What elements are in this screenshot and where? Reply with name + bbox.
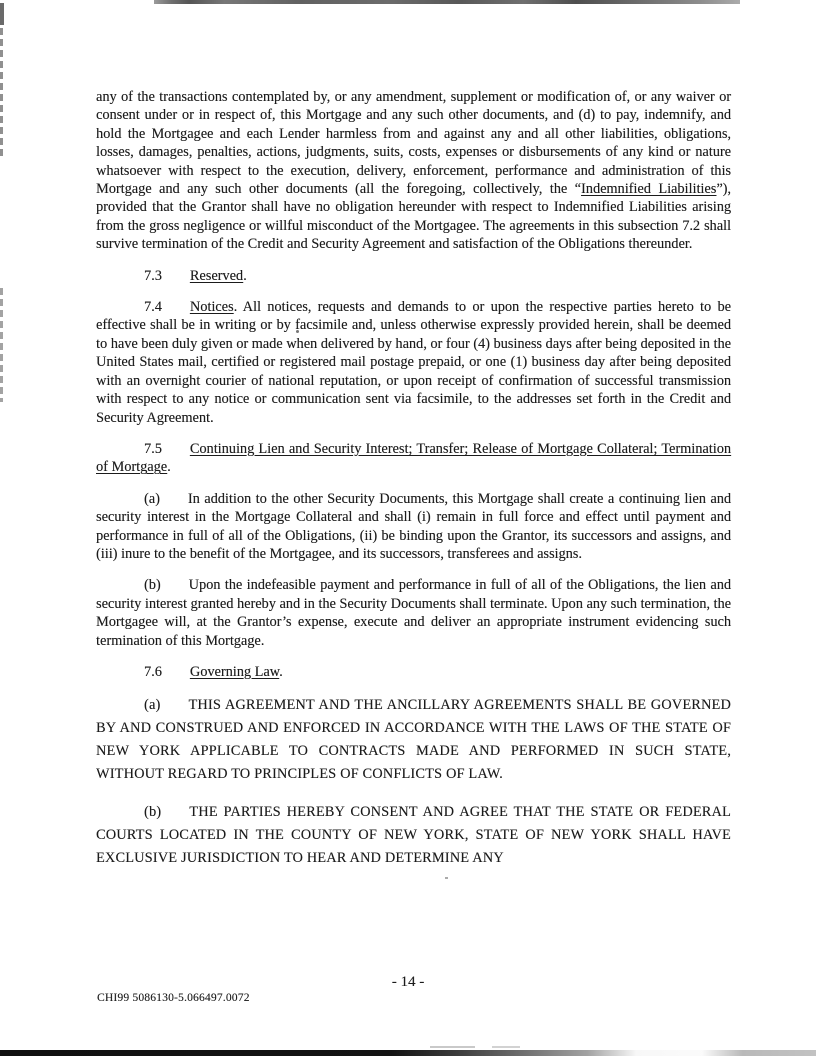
scan-artifact-top-edge	[154, 0, 740, 4]
document-body	[96, 88, 731, 885]
text-run: (a)	[144, 697, 161, 714]
text-run: . All notices, requests and demands to or upon the respective parties hereto to be effective shall be in writing or by facsimile and, unless otherwise expressly provided herein, shall be deemed to have been duly given or made when delivered by hand, or four (4) business days after being deposited in the United States mail, certified or registered mail postage prepaid, or one (1) business day after being deposited with an overnight courier of national reputation, or upon receipt of confirmation of successful transmission with respect to any notice or communication sent via facsimile, to the addresses set forth in the Credit and Security Agreement.	[96, 299, 731, 426]
text-run: Upon the indefeasible payment and performance in full of all of the Obligations, the lien and security interest granted hereby and in the Security Documents shall terminate. Upon any such termination, the Mortgagee will, at the Grantor’s expense, execute and deliver an appropriate instrument evidencing such termination of this Mortgage.	[96, 577, 731, 649]
para-7-6-a	[96, 694, 731, 786]
text-run: (b)	[144, 577, 161, 594]
page-number: - 14 -	[391, 974, 425, 990]
heading-7-6-governing-law	[96, 663, 731, 681]
text-run: ”), provided that the Grantor shall have no obligation hereunder with respect to Indemnified Liabilities arising from the gross negligence or willful misconduct of the Mortgagee. The agreements in this subsection 7.2 shall survive termination of the Credit and Security Agreement and satisfaction of the Obligations thereunder.	[96, 181, 731, 253]
para-7-4-notices	[96, 298, 731, 427]
para-7-5-a	[96, 490, 731, 564]
heading-7-3-reserved	[96, 267, 731, 285]
text-run: .	[243, 267, 247, 284]
para-7-5-b	[96, 576, 731, 650]
text-run: THIS AGREEMENT AND THE ANCILLARY AGREEMENTS SHALL BE GOVERNED BY AND CONSTRUED AND ENFORCED IN ACCORDANCE WITH THE LAWS OF THE STATE OF NEW YORK APPLICABLE TO CONTRACTS MADE AND PERFORMED IN SUCH STATE, WITHOUT REGARD TO PRINCIPLES OF CONFLICTS OF LAW.	[96, 697, 731, 783]
underlined-text-run: Continuing Lien and Security Interest; Transfer; Release of Mortgage Collateral; Termination of Mortgage	[96, 440, 731, 476]
para-7-2-continuation	[96, 88, 731, 254]
text-run: (b)	[144, 804, 162, 821]
text-run: 7.6	[144, 663, 162, 680]
scan-artifact-left-dashes	[0, 288, 3, 402]
scan-artifact-smudge	[430, 1046, 475, 1048]
scan-artifact-left-edge	[0, 3, 4, 25]
text-run: .	[279, 663, 283, 680]
document-control-number: CHI99 5086130-5.066497.0072	[97, 992, 250, 1004]
text-run: 7.3	[144, 267, 162, 284]
text-run: 7.4	[144, 299, 162, 316]
underlined-text-run: Reserved	[189, 267, 244, 284]
scan-artifact-bottom-edge	[0, 1050, 816, 1056]
text-run: .	[167, 459, 171, 476]
underlined-text-run: Indemnified Liabilities	[581, 181, 717, 198]
text-run: THE PARTIES HEREBY CONSENT AND AGREE THAT THE STATE OR FEDERAL COURTS LOCATED IN THE COUNTY OF NEW YORK, STATE OF NEW YORK SHALL HAVE EXCLUSIVE JURISDICTION TO HEAR AND DETERMINE ANY	[96, 804, 731, 867]
underlined-text-run: Governing Law	[189, 663, 280, 680]
text-run: any of the transactions contemplated by, or any amendment, supplement or modification of, or any waiver or consent under or in respect of, this Mortgage and any such other documents, and (d) to pay, indemnify, and hold the Mortgagee and each Lender harmless from and against any and all other liabilities, obligations, losses, damages, penalties, actions, judgments, suits, costs, expenses or disbursements of any kind or nature whatsoever with respect to the execution, delivery, enforcement, performance and administration of this Mortgage and any such other documents (all the foregoing, collectively, the “	[96, 89, 731, 198]
heading-7-5	[96, 440, 731, 477]
text-run: In addition to the other Security Documents, this Mortgage shall create a continuing lien and security interest in the Mortgage Collateral and shall (i) remain in full force and effect until payment and performance in full of all of the Obligations, (ii) be binding upon the Grantor, its successors and assigns, and (iii) inure to the benefit of the Mortgagee, and its successors, transferees and assigns.	[96, 490, 731, 562]
text-run: 7.5	[144, 440, 162, 457]
underlined-text-run: Notices	[189, 299, 234, 316]
para-7-6-b	[96, 801, 731, 870]
text-run: (a)	[144, 490, 160, 507]
scan-artifact-smudge	[492, 1046, 520, 1048]
scan-artifact-left-dashes	[0, 28, 3, 160]
